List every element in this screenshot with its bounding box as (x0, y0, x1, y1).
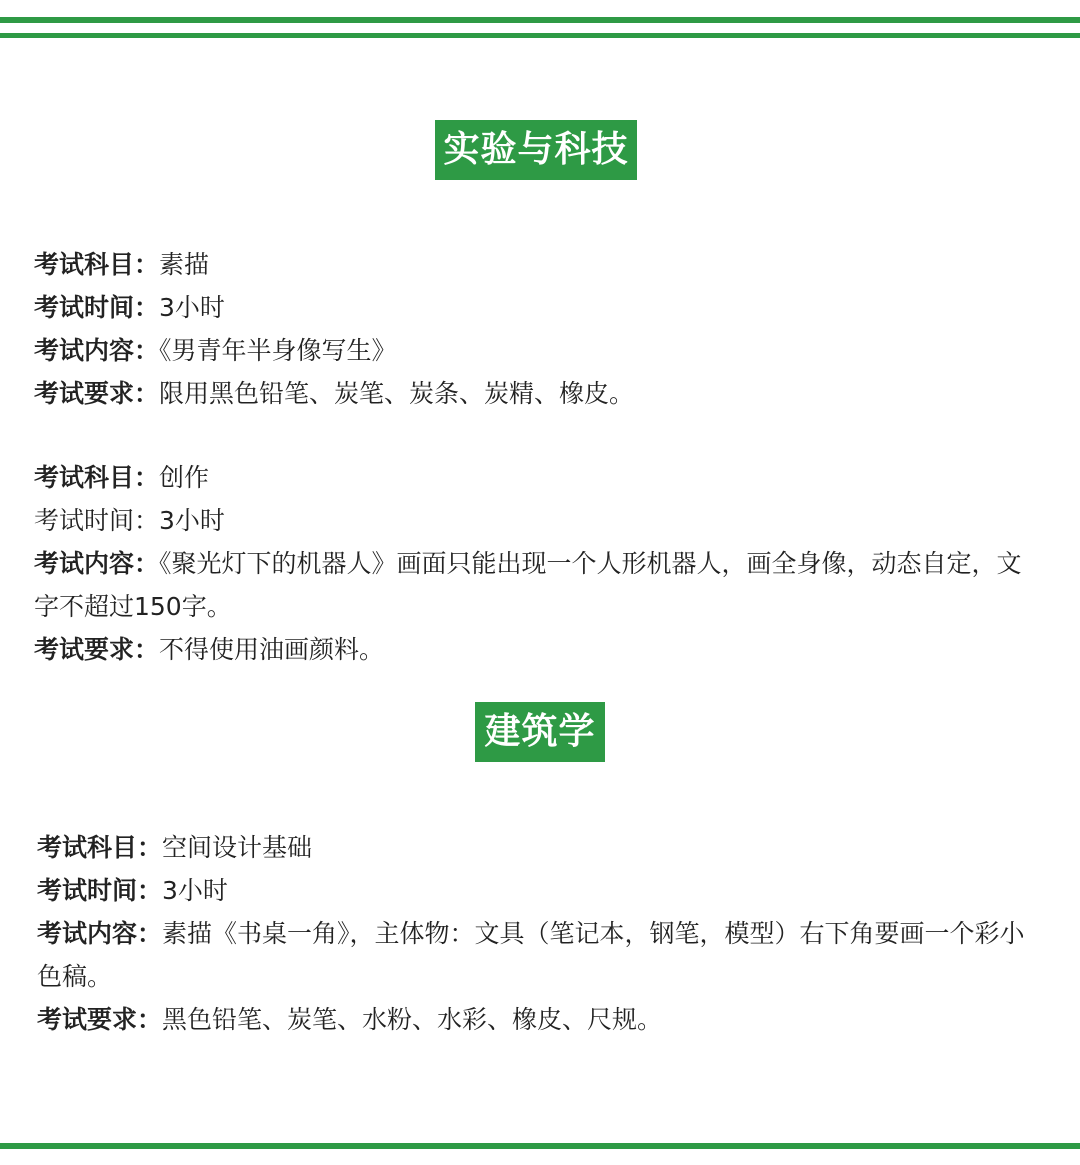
exam-subject-label: 考试科目： (34, 463, 160, 492)
exam-info-block-creation (34, 456, 1044, 671)
exam-info-block-space-design (37, 826, 1047, 1041)
exam-content-row (34, 542, 1044, 628)
exam-time-row (34, 499, 1044, 542)
exam-subject-value: 创作 (159, 463, 210, 492)
section-heading-architecture: 建筑学 (475, 702, 605, 762)
exam-subject-value: 素描 (159, 250, 210, 279)
exam-requirement-value: 不得使用油画颜料。 (159, 635, 385, 664)
exam-info-block-sketch (34, 243, 1044, 415)
exam-content-row (34, 329, 1044, 372)
exam-requirement-value: 黑色铅笔、炭笔、水粉、水彩、橡皮、尺规。 (162, 1005, 663, 1034)
exam-content-value: 《男青年半身像写生》 (159, 336, 397, 365)
top-divider-line-secondary (0, 33, 1080, 38)
exam-requirement-row (37, 998, 1047, 1041)
exam-subject-value: 空间设计基础 (162, 833, 313, 862)
exam-time-row (34, 286, 1044, 329)
exam-subject-row (34, 243, 1044, 286)
exam-time-row (37, 869, 1047, 912)
exam-content-label: 考试内容： (37, 919, 163, 948)
exam-content-value: 素描《书桌一角》，主体物：文具（笔记本，钢笔，模型）右下角要画一个彩小色稿。 (37, 919, 1025, 991)
section-heading-experiment-technology: 实验与科技 (435, 120, 637, 180)
exam-requirement-row (34, 628, 1044, 671)
exam-requirement-value: 限用黑色铅笔、炭笔、炭条、炭精、橡皮。 (159, 379, 635, 408)
exam-subject-row (34, 456, 1044, 499)
exam-time-label: 考试时间： (34, 293, 160, 322)
exam-content-row (37, 912, 1047, 998)
exam-requirement-label: 考试要求： (34, 379, 160, 408)
exam-content-label: 考试内容： (34, 549, 160, 578)
exam-requirement-label: 考试要求： (37, 1005, 163, 1034)
exam-subject-label: 考试科目： (37, 833, 163, 862)
exam-time-label: 考试时间： (34, 506, 160, 535)
top-divider-line (0, 17, 1080, 23)
exam-time-value: 3小时 (159, 506, 225, 535)
exam-requirement-label: 考试要求： (34, 635, 160, 664)
exam-time-value: 3小时 (162, 876, 228, 905)
exam-subject-row (37, 826, 1047, 869)
exam-time-value: 3小时 (159, 293, 225, 322)
exam-content-value: 《聚光灯下的机器人》画面只能出现一个人形机器人，画全身像，动态自定，文字不超过150字。 (34, 549, 1022, 621)
exam-content-label: 考试内容： (34, 336, 160, 365)
exam-subject-label: 考试科目： (34, 250, 160, 279)
bottom-divider-line (0, 1143, 1080, 1149)
exam-time-label: 考试时间： (37, 876, 163, 905)
exam-requirement-row (34, 372, 1044, 415)
